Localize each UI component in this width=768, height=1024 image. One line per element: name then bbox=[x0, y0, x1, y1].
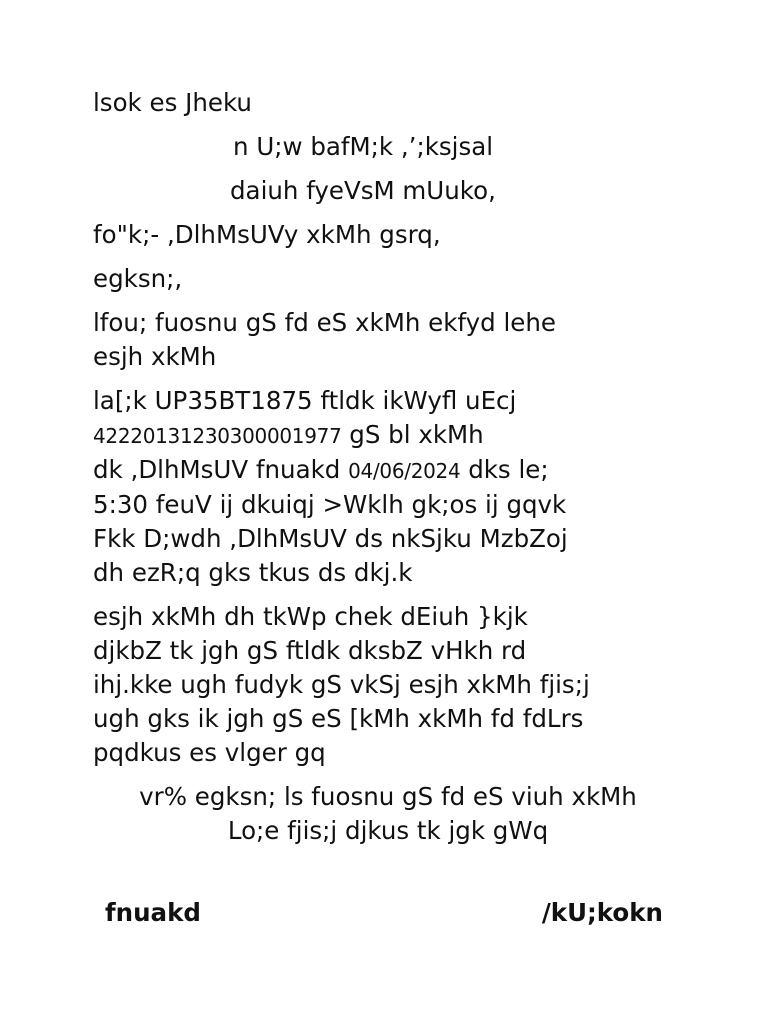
policy-number: 42220131230300001977 bbox=[93, 424, 342, 448]
policy-line-rest: gS bl xkMh bbox=[341, 420, 484, 449]
letter-body bbox=[93, 86, 683, 848]
policy-line bbox=[93, 418, 683, 453]
date-line-end: dks le; bbox=[460, 455, 549, 484]
date-line bbox=[93, 453, 683, 488]
recipient-line-1: n U;w bafM;k ,’;ksjsal bbox=[233, 132, 494, 161]
paragraph-3-line: ihj.kke ugh fudyk gS vkSj esjh xkMh fjis;j bbox=[93, 670, 590, 699]
paragraph-2-line: Fkk D;wdh ,DlhMsUV ds nkSjku MzbZoj bbox=[93, 524, 568, 553]
greeting: egksn;, bbox=[93, 264, 183, 293]
closing-line: Lo;e fjis;j djkus tk jgk gWq bbox=[227, 816, 549, 845]
vehicle-line: la[;k UP35BT1875 ftldk ikWyfl uEcj bbox=[93, 386, 517, 415]
paragraph-1-line: lfou; fuosnu gS fd eS xkMh ekfyd lehe bbox=[93, 308, 556, 337]
paragraph-1-line: esjh xkMh bbox=[93, 342, 217, 371]
paragraph-1 bbox=[93, 306, 683, 374]
paragraph-3-line: esjh xkMh dh tkWp chek dEiuh }kjk bbox=[93, 602, 528, 631]
closing-line: vr% egksn; ls fuosnu gS fd eS viuh xkMh bbox=[139, 782, 637, 811]
paragraph-3-line: djkbZ tk jgh gS ftldk dksbZ vHkh rd bbox=[93, 636, 527, 665]
recipient-line-2: daiuh fyeVsM mUuko, bbox=[230, 176, 496, 205]
accident-date: 04/06/2024 bbox=[348, 459, 461, 483]
closing-paragraph bbox=[93, 780, 683, 848]
paragraph-2-line: 5:30 feuV ij dkuiqj >Wklh gk;os ij gqvk bbox=[93, 490, 567, 519]
footer-thanks-label: /kU;kokn bbox=[541, 898, 663, 927]
paragraph-2 bbox=[93, 384, 683, 590]
subject-line: fo"k;- ,DlhMsUVy xkMh gsrq, bbox=[93, 220, 441, 249]
salutation: lsok es Jheku bbox=[93, 88, 252, 117]
date-line-start: dk ,DlhMsUV fnuakd bbox=[93, 455, 349, 484]
footer-date-label: fnuakd bbox=[105, 898, 201, 927]
paragraph-3-line: pqdkus es vlger gq bbox=[93, 738, 326, 767]
paragraph-3-line: ugh gks ik jgh gS eS [kMh xkMh fd fdLrs bbox=[93, 704, 584, 733]
paragraph-2-line: dh ezR;q gks tkus ds dkj.k bbox=[93, 558, 413, 587]
letter-footer bbox=[105, 898, 663, 927]
paragraph-3 bbox=[93, 600, 683, 770]
